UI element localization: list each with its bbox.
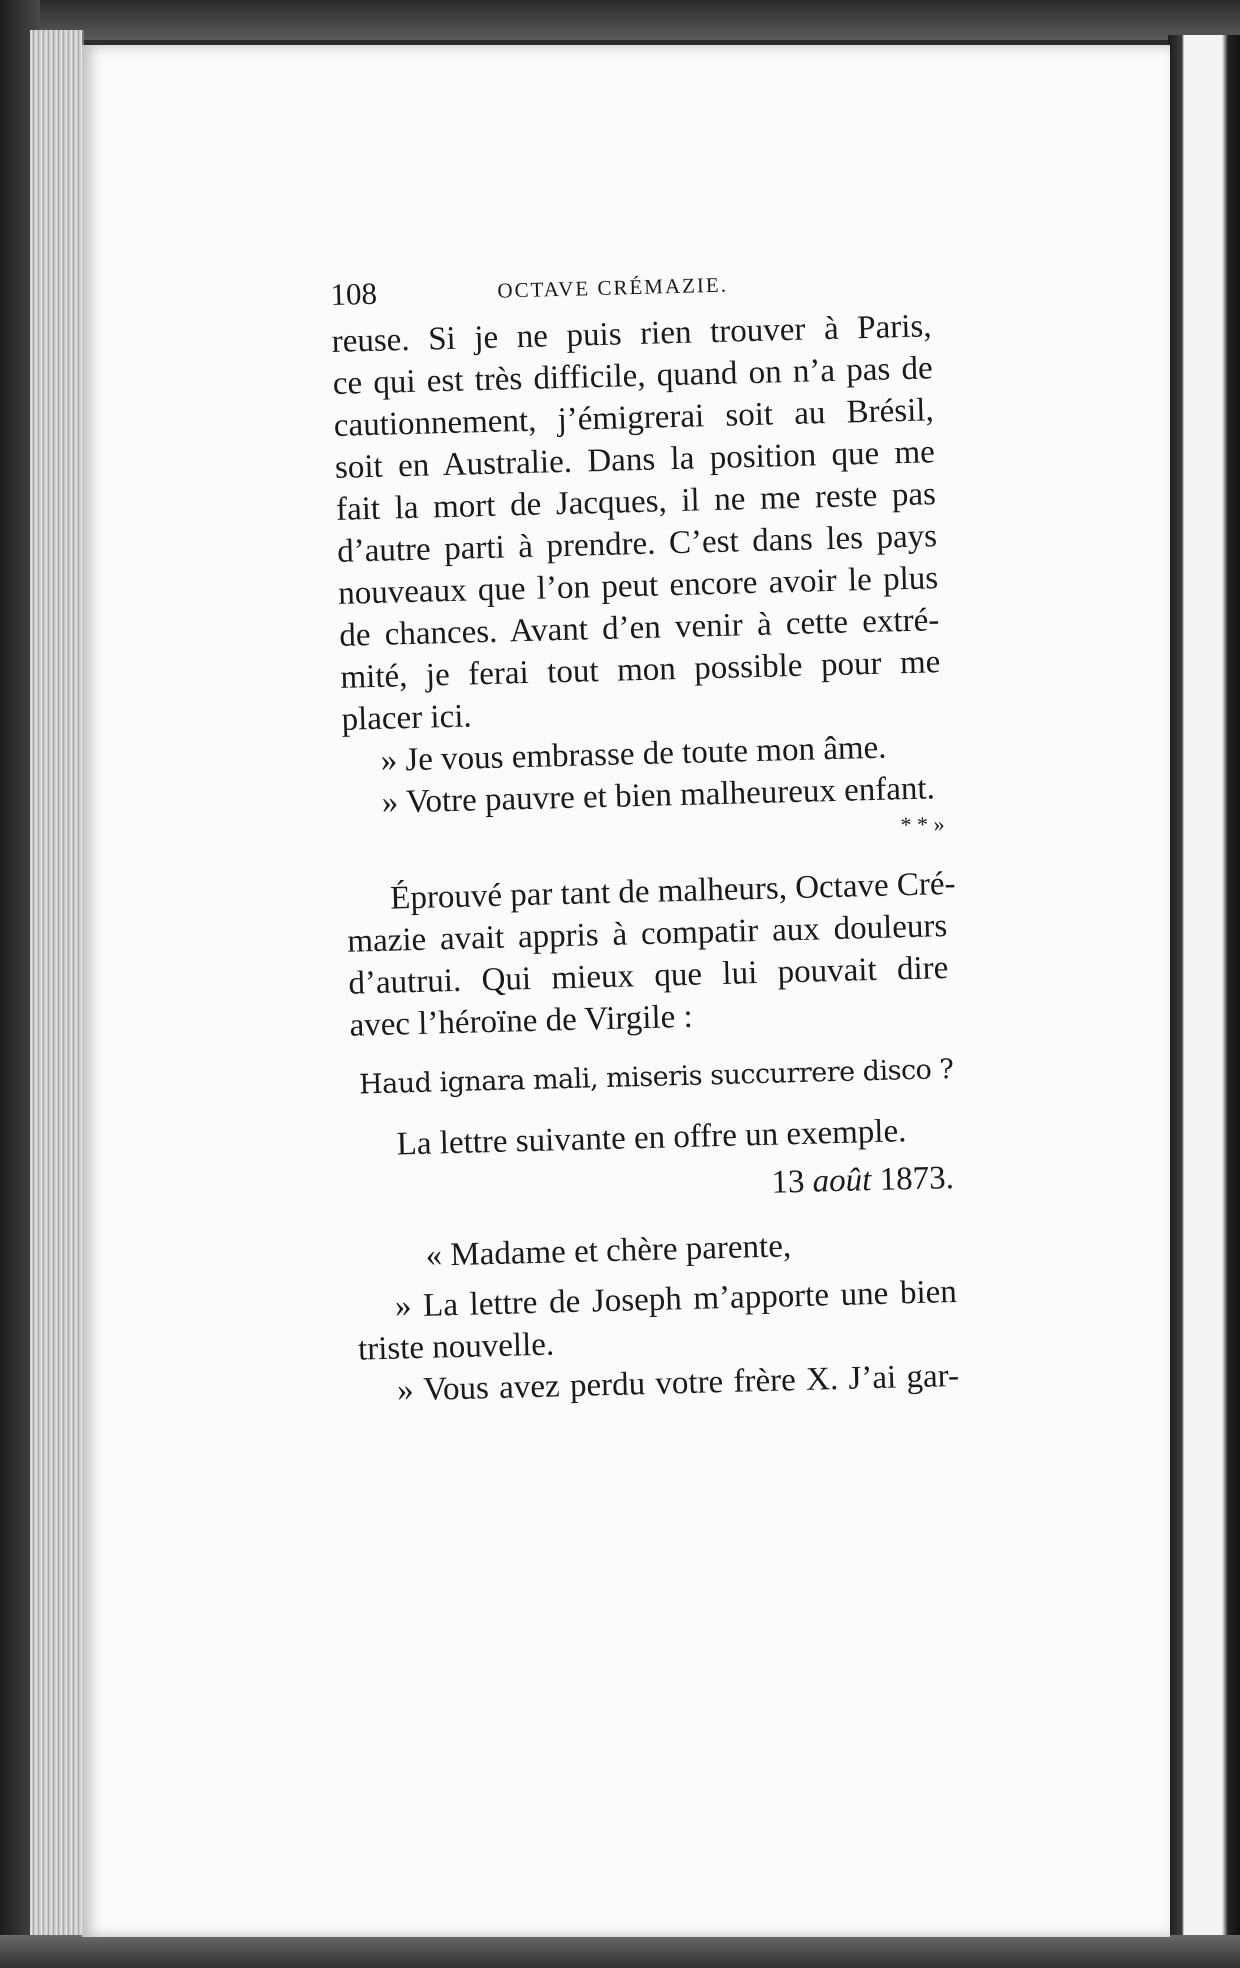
line-text: mazie avait appris à compatir aux douleurs: [346, 908, 948, 960]
line-text: fait la mort de Jacques, il ne me reste pas: [335, 476, 937, 528]
book-page: [82, 45, 1170, 1937]
running-head: OCTAVE CRÉMAZIE.: [497, 272, 729, 303]
date-year: 1873.: [879, 1159, 955, 1198]
line-text: mité, je ferai tout mon possible pour me: [340, 644, 941, 696]
scan-background-top: [0, 0, 1240, 40]
line-text: Éprouvé par tant de malheurs, Octave Cré-: [389, 865, 956, 917]
line-text: » Vous avez perdu votre frère X. J’ai gar-: [396, 1357, 960, 1409]
line-text: soit en Australie. Dans la position que me: [334, 434, 936, 486]
latin-quotation: Haud ignara mali, miseris succurrere disco ?: [358, 1053, 954, 1101]
date-month: août: [812, 1162, 872, 1200]
line-text: avec l’héroïne de Virgile :: [349, 998, 694, 1044]
line-text: » La lettre de Joseph m’apporte une bien: [394, 1273, 958, 1325]
date-day: 13: [770, 1163, 805, 1201]
page-number: 108: [330, 275, 378, 312]
line-text: La lettre suivante en offre un exemple.: [396, 1113, 907, 1163]
line-text: » Je vous embrasse de toute mon âme.: [380, 729, 887, 779]
page-edges: [30, 30, 84, 1945]
line-text: d’autre parti à prendre. C’est dans les pays: [336, 518, 938, 570]
line-text: reuse. Si je ne puis rien trouver à Paris,: [331, 308, 932, 360]
date-text: [771, 1157, 954, 1204]
line-text: nouveaux que l’on peut encore avoir le plus: [337, 560, 939, 612]
adjacent-page-edge: [1168, 35, 1240, 1945]
signature-text: * * »: [900, 811, 945, 838]
line-text: de chances. Avant d’en venir à cette extré-: [338, 602, 940, 654]
line-text: triste nouvelle.: [357, 1326, 555, 1368]
line-text: placer ici.: [341, 698, 473, 738]
line-text: cautionnement, j’émigrerai soit au Brésil,: [333, 392, 935, 444]
scan-background-bottom: [0, 1935, 1240, 1968]
line-text: » Votre pauvre et bien malheureux enfant.: [381, 770, 936, 821]
page-text: [330, 261, 960, 1412]
line-text: d’autrui. Qui mieux que lui pouvait dire: [348, 950, 949, 1002]
line-text: ce qui est très difficile, quand on n’a pas de: [332, 350, 934, 402]
line-text: « Madame et chère parente,: [425, 1228, 792, 1274]
